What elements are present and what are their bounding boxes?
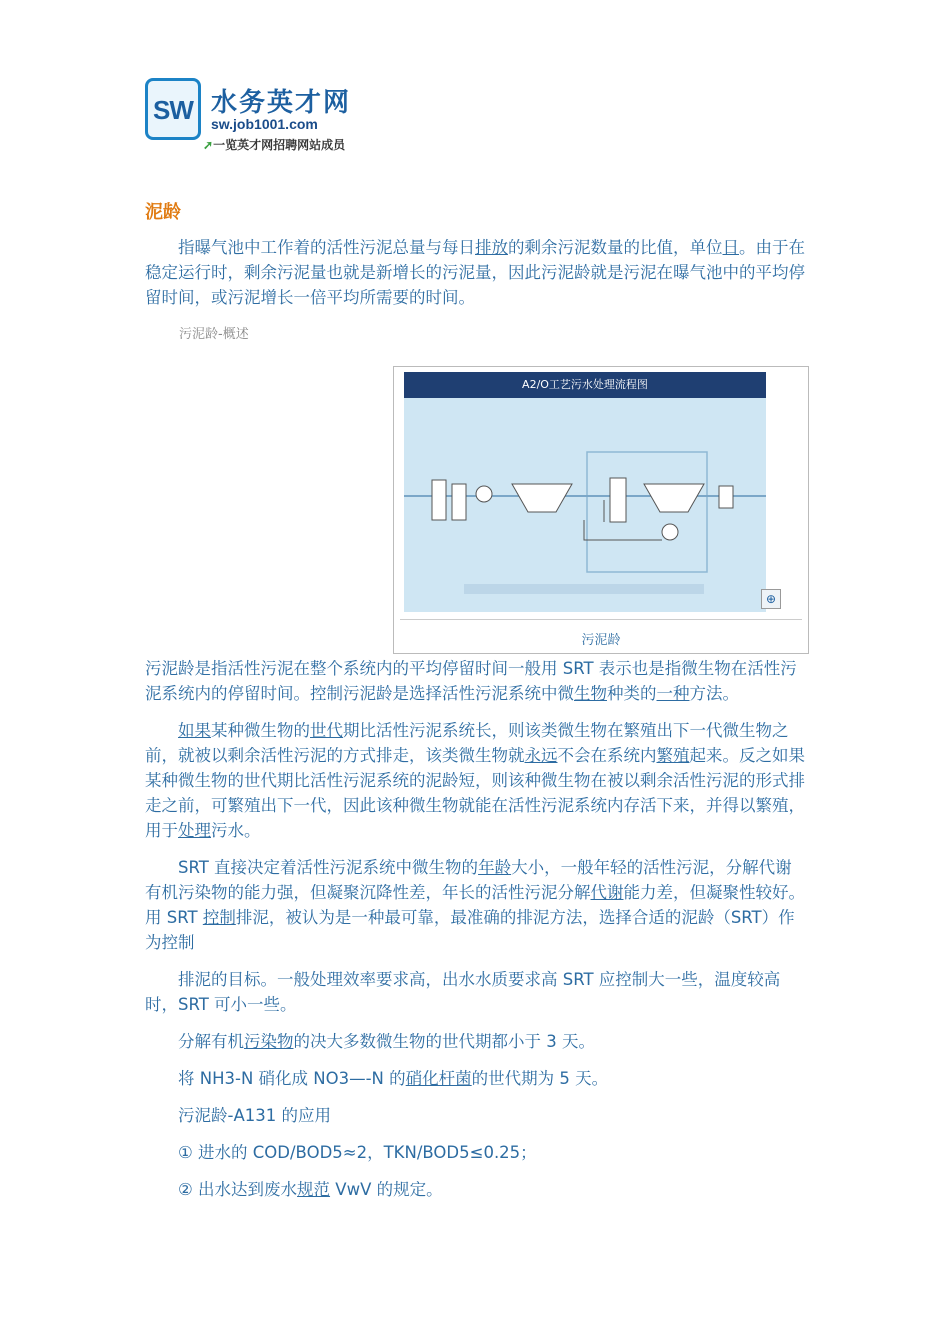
link-daixie[interactable]: 代谢 bbox=[590, 883, 624, 902]
logo-slogan: ➚一览英才网招聘网站成员 bbox=[203, 138, 346, 152]
list-item: ② 出水达到废水规范 VwV 的规定。 bbox=[178, 1180, 443, 1199]
process-diagram-image[interactable] bbox=[404, 372, 766, 612]
paragraph-srt-age: SRT 直接决定着活性污泥系统中微生物的年龄大小，一般年轻的活性污泥，分解代谢有机污染物的能力强，但凝聚沉降性差，年长的活性污泥分解代谢能力差，但凝聚性较好。用 SRT 控制排泥，被认为是一种最可靠，最准确的排泥方法，选择合适的泥龄（SRT）作为控制 bbox=[145, 858, 805, 952]
link-shidai[interactable]: 世代 bbox=[310, 721, 343, 740]
paragraph-definition: 指曝气池中工作着的活性污泥总量与每日排放的剩余污泥数量的比值，单位日。由于在稳定运行时，剩余污泥量也就是新增长的污泥量，因此污泥龄就是污泥在曝气池中的平均停留时间，或污泥增长一倍平均所需要的时间。 bbox=[145, 238, 805, 307]
logo-name: 水务英才网 bbox=[211, 88, 352, 118]
paragraph-nitrification: 将 NH3-N 硝化成 NO3—-N 的硝化杆菌的世代期为 5 天。 bbox=[178, 1069, 609, 1088]
link-shengwu[interactable]: 生物 bbox=[574, 684, 607, 703]
diagram-title: A2/O工艺污水处理流程图 bbox=[522, 378, 648, 391]
logo-mark: SW bbox=[145, 78, 201, 140]
link-paifang[interactable]: 排放 bbox=[475, 238, 508, 257]
link-nianling[interactable]: 年龄 bbox=[478, 858, 512, 877]
link-yizhong[interactable]: 一种 bbox=[656, 684, 690, 703]
paragraph-srt: 污泥龄是指活性污泥在整个系统内的平均停留时间一般用 SRT 表示也是指微生物在活性污泥系统内的停留时间。控制污泥龄是选择活性污泥系统中微生物种类的一种方法。 bbox=[145, 659, 797, 703]
link-fanzhi[interactable]: 繁殖 bbox=[656, 746, 690, 765]
link-ruguo[interactable]: 如果 bbox=[178, 721, 211, 740]
zoom-in-icon[interactable]: ⊕ bbox=[761, 589, 781, 609]
article-top bbox=[145, 200, 808, 357]
section-caption: 污泥龄-概述 bbox=[179, 327, 249, 342]
list-item: ① 进水的 COD/BOD5≈2，TKN/BOD5≤0.25； bbox=[178, 1143, 537, 1162]
site-logo[interactable] bbox=[145, 78, 405, 158]
logo-url: sw.job1001.com bbox=[211, 116, 318, 132]
diagram-drawing bbox=[404, 372, 766, 612]
figure-caption: 污泥龄 bbox=[581, 633, 621, 648]
paragraph-generation: 如果某种微生物的世代期比活性污泥系统长，则该类微生物在繁殖出下一代微生物之前，就被以剩余活性污泥的方式排走，该类微生物就永远不会在系统内繁殖起来。反之如果某种微生物的世代期比活性污泥系统的泥龄短，则该种微生物在被以剩余活性污泥的形式排走之前，可繁殖出下一代，因此该种微生物就能在活性污泥系统内存活下来，并得以繁殖，用于处理污水。 bbox=[145, 721, 805, 840]
link-chuli[interactable]: 处理 bbox=[178, 821, 211, 840]
link-xiaohuaganjun[interactable]: 硝化杆菌 bbox=[405, 1069, 472, 1088]
link-wuranwu[interactable]: 污染物 bbox=[244, 1032, 294, 1051]
article-body bbox=[145, 656, 808, 1214]
paragraph-target: 排泥的目标。一般处理效率要求高，出水水质要求高 SRT 应控制大一些，温度较高时，SRT 可小一些。 bbox=[145, 970, 781, 1014]
paragraph-application: 污泥龄-A131 的应用 bbox=[178, 1106, 331, 1125]
link-kongzhi[interactable]: 控制 bbox=[202, 908, 236, 927]
paragraph-organic: 分解有机污染物的决大多数微生物的世代期都小于 3 天。 bbox=[178, 1032, 595, 1051]
article-title: 泥龄 bbox=[145, 202, 181, 223]
figure-divider bbox=[400, 619, 802, 620]
link-guifan[interactable]: 规范 bbox=[297, 1180, 331, 1199]
link-ri[interactable]: 日 bbox=[722, 238, 739, 257]
link-yongyuan[interactable]: 永远 bbox=[524, 746, 558, 765]
arrow-icon: ➚ bbox=[203, 138, 214, 152]
process-figure bbox=[393, 366, 809, 654]
